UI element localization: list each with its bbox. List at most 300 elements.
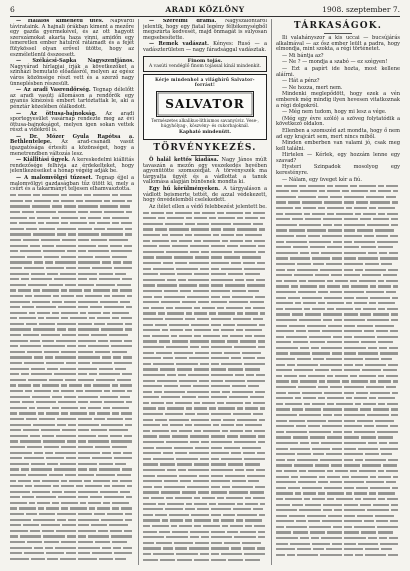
greeked-word	[78, 474, 94, 476]
greeked-word	[98, 435, 108, 437]
greeked-word	[127, 390, 132, 392]
greeked-word	[378, 397, 395, 399]
greeked-word	[328, 515, 342, 517]
greeked-word	[78, 429, 89, 431]
greeked-word	[360, 313, 371, 315]
greeked-word	[156, 447, 172, 449]
greeked-word	[378, 280, 384, 282]
greeked-word	[99, 278, 120, 280]
greeked-word	[244, 268, 265, 270]
greeked-text-line	[276, 313, 400, 319]
greeked-word	[300, 252, 309, 254]
greeked-word	[211, 268, 219, 270]
greeked-word	[276, 414, 297, 416]
greeked-word	[176, 458, 198, 460]
greeked-word	[195, 256, 209, 258]
greeked-word	[378, 285, 391, 287]
greeked-word	[245, 273, 260, 275]
greeked-word	[171, 240, 177, 242]
greeked-word	[390, 425, 398, 427]
greeked-word	[53, 295, 59, 297]
greeked-word	[174, 256, 193, 258]
greeked-word	[46, 412, 59, 414]
greeked-word	[276, 252, 298, 254]
greeked-word	[311, 537, 319, 539]
greeked-word	[101, 424, 123, 426]
greeked-text-line	[10, 272, 134, 278]
greeked-word	[377, 241, 398, 243]
column-2	[143, 19, 267, 565]
greeked-word	[154, 296, 162, 298]
greeked-word	[225, 475, 245, 477]
greeked-word	[315, 464, 329, 466]
greeked-word	[295, 492, 301, 494]
greeked-word	[52, 301, 62, 303]
greeked-word	[171, 525, 177, 527]
greeked-word	[284, 375, 297, 377]
greeked-word	[18, 194, 31, 196]
greeked-word	[90, 496, 102, 498]
greeked-word	[143, 441, 164, 443]
greeked-word	[258, 251, 265, 253]
greeked-word	[321, 347, 342, 349]
greeked-word	[10, 524, 21, 526]
greeked-word	[292, 313, 303, 315]
article	[10, 176, 134, 193]
greeked-word	[185, 413, 195, 415]
greeked-word	[98, 340, 108, 342]
greeked-word	[211, 419, 221, 421]
greeked-word	[235, 469, 244, 471]
greeked-word	[380, 352, 398, 354]
greeked-word	[38, 222, 44, 224]
greeked-word	[364, 330, 374, 332]
greeked-word	[194, 329, 211, 331]
greeked-word	[10, 463, 29, 465]
greeked-word	[243, 547, 255, 549]
greeked-word	[164, 296, 185, 298]
greeked-word	[143, 284, 155, 286]
greeked-word	[89, 317, 95, 319]
greeked-text-line	[276, 268, 400, 274]
greeked-word	[243, 357, 255, 359]
greeked-word	[58, 496, 76, 498]
greeked-word	[90, 401, 102, 403]
greeked-word	[23, 524, 39, 526]
greeked-text-line	[276, 531, 400, 537]
greeked-word	[297, 269, 318, 271]
greeked-text-line	[276, 324, 400, 330]
greeked-word	[10, 295, 23, 297]
greeked-word	[143, 380, 155, 382]
greeked-text-line	[276, 257, 400, 263]
greeked-word	[260, 312, 265, 314]
greeked-word	[155, 324, 167, 326]
greeked-word	[376, 425, 388, 427]
article-headline: — Az aradi Vasrendőrség.	[16, 87, 91, 94]
greeked-word	[56, 340, 76, 342]
greeked-word	[344, 414, 365, 416]
greeked-word	[333, 526, 342, 528]
greeked-word	[54, 373, 76, 375]
greeked-text-line	[10, 423, 134, 429]
greeked-word	[305, 313, 321, 315]
greeked-word	[379, 537, 387, 539]
greeked-word	[166, 497, 173, 499]
greeked-word	[276, 459, 285, 461]
greeked-word	[296, 235, 306, 237]
greeked-word	[344, 386, 364, 388]
greeked-word	[221, 329, 234, 331]
greeked-word	[78, 345, 86, 347]
greeked-word	[211, 262, 229, 264]
greeked-word	[42, 384, 59, 386]
greeked-word	[367, 414, 389, 416]
greeked-word	[89, 373, 97, 375]
greeked-word	[62, 524, 76, 526]
greeked-word	[323, 414, 332, 416]
greeked-word	[299, 224, 321, 226]
greeked-word	[309, 336, 331, 338]
greeked-word	[300, 476, 317, 478]
greeked-word	[194, 525, 201, 527]
greeked-word	[115, 463, 126, 465]
article-body: Tegnap délelőtt az aradi vasúti állomáson a rendőrök egy gyanús kinézésű embert tartóztattak le, aki a pénztár közelében ólálkodott.	[10, 87, 134, 110]
greeked-word	[318, 492, 325, 494]
greeked-word	[253, 497, 265, 499]
article	[143, 19, 267, 41]
greeked-word	[182, 396, 196, 398]
greeked-word	[80, 312, 86, 314]
greeked-word	[344, 274, 360, 276]
greeked-word	[78, 519, 99, 521]
greeked-word	[10, 312, 27, 314]
greeked-word	[27, 541, 42, 543]
greeked-word	[143, 374, 165, 376]
greeked-word	[10, 345, 18, 347]
greeked-word	[78, 368, 97, 370]
greeked-word	[10, 535, 18, 537]
greeked-word	[42, 194, 59, 196]
greeked-word	[125, 233, 132, 235]
greeked-word	[356, 487, 368, 489]
greeked-word	[209, 312, 216, 314]
greeked-word	[25, 200, 32, 202]
greeked-word	[354, 492, 367, 494]
greeked-word	[360, 504, 371, 506]
greeked-word	[10, 480, 16, 482]
greeked-word	[344, 218, 358, 220]
greeked-word	[276, 352, 288, 354]
greeked-word	[121, 222, 132, 224]
greeked-word	[211, 346, 232, 348]
greeked-text-line	[10, 451, 134, 457]
greeked-word	[44, 446, 59, 448]
greeked-word	[10, 273, 29, 275]
greeked-word	[88, 440, 109, 442]
greeked-word	[112, 507, 119, 509]
greeked-word	[370, 487, 390, 489]
greeked-word	[10, 513, 24, 515]
greeked-word	[187, 486, 209, 488]
greeked-word	[203, 430, 220, 432]
greeked-word	[53, 200, 59, 202]
greeked-word	[276, 302, 293, 304]
greeked-word	[344, 313, 358, 315]
greeked-word	[164, 385, 178, 387]
greeked-word	[103, 407, 110, 409]
greeked-word	[92, 457, 112, 459]
paragraph: — Mi bántja az?	[282, 52, 324, 59]
greeked-word	[237, 217, 243, 219]
greeked-word	[294, 464, 313, 466]
greeked-word	[93, 194, 110, 196]
greeked-word	[56, 530, 76, 532]
greeked-word	[61, 480, 67, 482]
greeked-word	[112, 480, 118, 482]
greeked-word	[103, 312, 110, 314]
greeked-word	[70, 507, 87, 509]
greeked-word	[76, 485, 83, 487]
greeked-word	[201, 251, 209, 253]
greeked-text-line	[10, 535, 134, 541]
greeked-word	[42, 245, 54, 247]
greeked-word	[10, 194, 16, 196]
greeked-word	[201, 536, 209, 538]
greeked-word	[187, 296, 209, 298]
greeked-text-line	[143, 323, 267, 329]
greeked-word	[369, 397, 376, 399]
paragraph: (Még egy évre szóló) a szöveg folytatódik a következő oldalon.	[276, 115, 400, 128]
greeked-word	[64, 396, 76, 398]
greeked-word	[320, 554, 342, 556]
greeked-word	[344, 448, 356, 450]
greeked-word	[102, 356, 111, 358]
greeked-word	[319, 380, 325, 382]
greeked-word	[253, 223, 263, 225]
greeked-word	[344, 442, 366, 444]
greeked-word	[89, 507, 95, 509]
greeked-word	[30, 435, 40, 437]
greeked-word	[172, 531, 188, 533]
greeked-word	[378, 185, 384, 187]
greeked-word	[69, 480, 82, 482]
greeked-word	[328, 325, 342, 327]
article-body: Az aradi sportegyesület vasárnap rendezte meg az évi öttusa-bajnokságot, melyen igen sokan vettek részt a vidékről is.	[10, 110, 134, 134]
greeked-word	[123, 452, 132, 454]
greeked-word	[91, 524, 107, 526]
greeked-word	[217, 307, 224, 309]
greeked-word	[344, 241, 352, 243]
greeked-word	[319, 190, 325, 192]
greeked-word	[258, 441, 265, 443]
greeked-word	[112, 295, 125, 297]
greeked-word	[368, 442, 377, 444]
greeked-word	[383, 369, 397, 371]
greeked-word	[295, 207, 301, 209]
greeked-text-line	[276, 285, 400, 291]
greeked-word	[285, 308, 302, 310]
greeked-word	[211, 447, 222, 449]
paragraph: — Nálam, egy üveget kér a fiú.	[282, 176, 362, 183]
greeked-word	[89, 468, 97, 470]
greeked-word	[386, 470, 398, 472]
greeked-word	[391, 218, 398, 220]
greeked-word	[234, 441, 256, 443]
greeked-word	[391, 224, 398, 226]
greeked-word	[211, 223, 231, 225]
greeked-word	[107, 513, 123, 515]
greeked-word	[303, 207, 316, 209]
greeked-word	[78, 446, 93, 448]
greeked-word	[203, 335, 220, 337]
greeked-word	[299, 319, 321, 321]
greeked-word	[78, 558, 97, 560]
greeked-word	[99, 273, 113, 275]
greeked-word	[257, 262, 265, 264]
greeked-word	[62, 239, 76, 241]
greeked-word	[94, 228, 105, 230]
greeked-word	[78, 205, 98, 207]
greeked-word	[335, 280, 348, 282]
greeked-word	[110, 530, 122, 532]
greeked-word	[244, 458, 265, 460]
greeked-word	[96, 474, 115, 476]
article	[143, 158, 267, 186]
greeked-word	[10, 412, 17, 414]
greeked-word	[169, 514, 189, 516]
greeked-word	[10, 340, 28, 342]
greeked-word	[258, 245, 265, 247]
greeked-word	[259, 419, 265, 421]
greeked-word	[211, 228, 221, 230]
greeked-text-line	[143, 474, 267, 480]
greeked-word	[36, 211, 56, 213]
greeked-word	[143, 402, 149, 404]
greeked-word	[292, 408, 303, 410]
greeked-word	[344, 526, 352, 528]
greeked-word	[95, 541, 110, 543]
greeked-word	[167, 374, 176, 376]
greeked-word	[143, 419, 153, 421]
greeked-word	[99, 373, 120, 375]
greeked-word	[10, 384, 16, 386]
greeked-word	[255, 486, 265, 488]
greeked-word	[307, 420, 326, 422]
greeked-word	[256, 469, 265, 471]
greeked-word	[228, 559, 243, 561]
greeked-word	[175, 262, 187, 264]
greeked-word	[327, 190, 340, 192]
greeked-word	[386, 481, 396, 483]
greeked-word	[225, 380, 245, 382]
greeked-word	[20, 440, 41, 442]
greeked-word	[327, 531, 342, 533]
greeked-text-line	[10, 412, 134, 418]
greeked-word	[222, 430, 228, 432]
greeked-word	[300, 347, 309, 349]
greeked-word	[228, 463, 243, 465]
greeked-word	[290, 448, 310, 450]
greeked-word	[258, 536, 265, 538]
greeked-word	[91, 334, 107, 336]
greeked-word	[161, 301, 180, 303]
greeked-word	[62, 334, 76, 336]
greeked-word	[100, 396, 118, 398]
greeked-word	[322, 425, 342, 427]
greeked-word	[174, 447, 193, 449]
greeked-word	[78, 351, 93, 353]
greeked-word	[211, 469, 233, 471]
greeked-word	[211, 475, 223, 477]
greeked-word	[323, 224, 332, 226]
greeked-word	[366, 196, 384, 198]
section-title: TÖRVÉNYKEZÉS.	[153, 142, 257, 153]
greeked-word	[188, 279, 209, 281]
greeked-word	[46, 222, 59, 224]
greeked-word	[211, 452, 229, 454]
greeked-word	[233, 413, 251, 415]
greeked-word	[285, 213, 302, 215]
greeked-word	[180, 480, 191, 482]
greeked-word	[375, 515, 394, 517]
greeked-word	[143, 273, 158, 275]
greeked-word	[334, 414, 342, 416]
greeked-word	[31, 468, 52, 470]
greeked-word	[61, 384, 67, 386]
greeked-word	[20, 250, 41, 252]
section-separator	[191, 155, 219, 156]
greeked-word	[162, 519, 168, 521]
greeked-word	[327, 302, 344, 304]
greeked-word	[203, 240, 220, 242]
greeked-word	[26, 513, 37, 515]
greeked-word	[193, 290, 209, 292]
greeked-word	[60, 273, 76, 275]
greeked-text-line	[276, 391, 400, 397]
greeked-word	[189, 357, 209, 359]
greeked-word	[124, 530, 132, 532]
greeked-word	[211, 245, 225, 247]
greeked-word	[113, 261, 121, 263]
greeked-word	[376, 330, 388, 332]
greeked-word	[143, 363, 151, 365]
greeked-word	[245, 525, 252, 527]
greeked-word	[47, 273, 58, 275]
article	[143, 42, 267, 53]
greeked-word	[68, 328, 76, 330]
greeked-word	[32, 491, 50, 493]
greeked-word	[302, 487, 322, 489]
greeked-word	[312, 543, 330, 545]
greeked-word	[330, 481, 342, 483]
greeked-text-line	[143, 463, 267, 469]
greeked-word	[29, 312, 35, 314]
greeked-word	[112, 390, 125, 392]
greeked-word	[154, 486, 162, 488]
paragraph: Ellenben a szomszéd azt mondta, hogy ő nem ad egy krajcárt sem, mert nincs miből.	[276, 127, 400, 140]
greeked-word	[159, 340, 170, 342]
greeked-word	[28, 474, 47, 476]
greeked-text-line	[10, 395, 134, 401]
greeked-word	[236, 329, 243, 331]
greeked-word	[94, 418, 105, 420]
greeked-word	[112, 217, 129, 219]
greeked-word	[276, 386, 296, 388]
greeked-word	[10, 474, 26, 476]
greeked-word	[46, 362, 64, 364]
greeked-word	[311, 442, 319, 444]
